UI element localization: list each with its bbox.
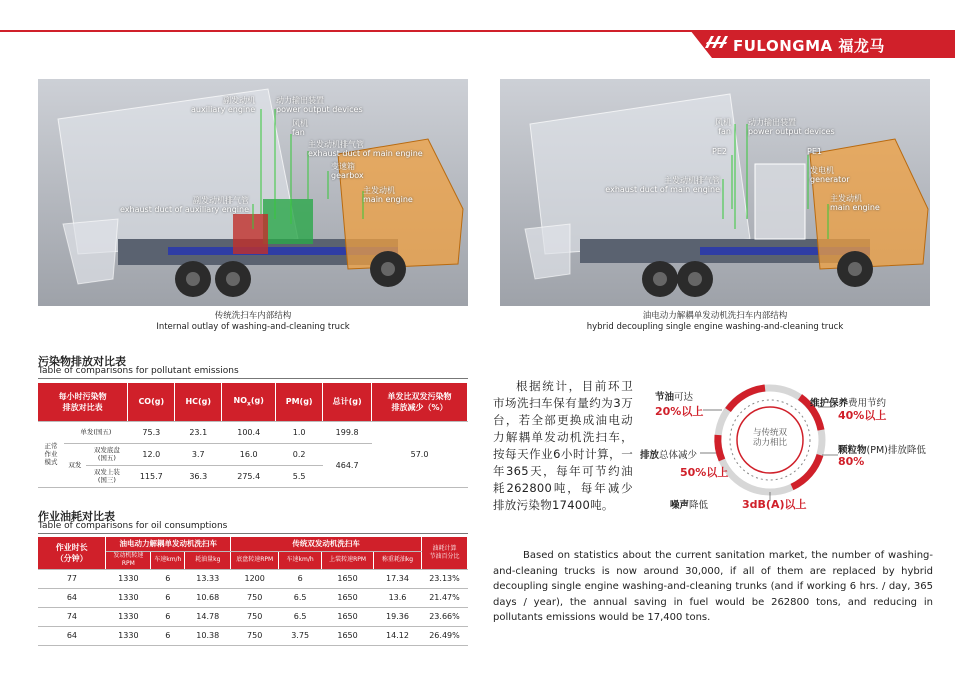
cell-weight: 14.12 (374, 626, 422, 645)
ring-fuel-label: 节油可达 (655, 392, 694, 403)
ring-pm-label: 颗粒物(PM)排放降低 (838, 445, 926, 456)
cell-fuel: 14.78 (185, 607, 231, 626)
emissions-rule (38, 378, 468, 379)
fuel-header-speed: 车速km/h (151, 551, 185, 569)
header-rule (0, 30, 700, 32)
table-row (38, 588, 468, 607)
cell-saving: 21.47% (421, 588, 467, 607)
table-row (38, 569, 468, 588)
cell-upper: 1650 (322, 569, 374, 588)
traditional-truck-image (38, 79, 468, 306)
cell-hc: 36.3 (175, 465, 222, 487)
cell-rpm: 1330 (106, 569, 151, 588)
cell-chassis: 750 (231, 588, 279, 607)
cell-co: 75.3 (128, 421, 175, 443)
ring-noise-value: 3dB(A)以上 (742, 498, 807, 511)
cell-weight: 17.34 (374, 569, 422, 588)
brand-name-cn: 福龙马 (838, 37, 885, 55)
ring-maint-value: 40%以上 (838, 409, 887, 422)
summary-paragraph-cn: 根据统计，目前环卫市场洗扫车保有量约为3万台，若全部更换成油电动力解耦单发动机洗扫车，按每天作业6小时计算，一年365天，每年可节约油耗262800吨，每年减少排放污染物17400吨。 (493, 379, 633, 512)
fuel-header-upper-rpm: 上装转速RPM (322, 551, 374, 569)
cell-reduction: 57.0 (372, 421, 468, 487)
row-group: 双发 (64, 443, 86, 487)
ring-pm-value: 80% (838, 455, 865, 468)
cell-speed-2: 6 (279, 569, 322, 588)
cell-minutes: 77 (38, 569, 106, 588)
cell-chassis: 1200 (231, 569, 279, 588)
ring-noise-label: 噪声降低 (670, 500, 709, 511)
callout-power-output-right: 动力输出装置 power output devices (748, 118, 835, 136)
cell-speed: 6 (151, 588, 185, 607)
fuel-title-cn: 作业油耗对比表 (38, 510, 115, 523)
hybrid-truck-image (500, 79, 930, 306)
emissions-table (38, 383, 468, 488)
traditional-truck-caption: 传统洗扫车内部结构 Internal outlay of washing-and-cleaning truck (156, 311, 350, 332)
fulongma-logo-icon (703, 34, 729, 54)
ring-fuel-value: 20%以上 (655, 405, 704, 418)
fuel-header-fuel: 耗油量kg (185, 551, 231, 569)
cell-speed: 6 (151, 569, 185, 588)
fuel-header-hybrid: 油电动力解耦单发动机洗扫车 (106, 537, 231, 551)
cell-chassis: 750 (231, 626, 279, 645)
cell-co: 115.7 (128, 465, 175, 487)
cell-pm: 1.0 (276, 421, 323, 443)
cell-chassis: 750 (231, 607, 279, 626)
cell-minutes: 64 (38, 588, 106, 607)
fuel-table (38, 537, 468, 646)
callout-gearbox: 变速箱 gearbox (331, 162, 364, 180)
callout-power-output: 动力输出装置 power output devices (276, 96, 363, 114)
row-name: 双发上装 (国三) (86, 465, 128, 487)
callout-generator: 发电机 generator (810, 166, 850, 184)
cell-speed: 6 (151, 607, 185, 626)
cell-minutes: 64 (38, 626, 106, 645)
callout-pe2: PE2 (712, 147, 727, 156)
cell-saving: 23.13% (421, 569, 467, 588)
brand-name (733, 35, 885, 56)
cell-upper: 1650 (322, 626, 374, 645)
cell-saving: 26.49% (421, 626, 467, 645)
mode-label: 正常 作业 模式 (38, 421, 64, 487)
cell-pm: 5.5 (276, 465, 323, 487)
cell-weight: 13.6 (374, 588, 422, 607)
emissions-header-hc: HC(g) (175, 383, 222, 421)
cell-speed-2: 3.75 (279, 626, 322, 645)
cell-weight: 19.36 (374, 607, 422, 626)
emissions-title-cn: 污染物排放对比表 (38, 355, 126, 368)
hybrid-truck-caption: 油电动力解耦单发动机洗扫车内部结构 hybrid decoupling single engine washing-and-cleaning truck (586, 311, 844, 332)
brand-name-en: FULONGMA (733, 37, 833, 55)
emissions-header-total: 总计(g) (323, 383, 372, 421)
callout-main-exhaust: 主发动机排气管 exhaust duct of main engine (308, 140, 423, 158)
callout-fan: 风机 fan (292, 119, 308, 137)
callout-main-engine: 主发动机 main engine (363, 186, 413, 204)
table-row (38, 607, 468, 626)
fuel-header-weight: 称重耗油kg (374, 551, 422, 569)
emissions-title-en: Table of comparisons for pollutant emissions (38, 366, 239, 376)
emissions-header-co: CO(g) (128, 383, 175, 421)
cell-pm: 0.2 (276, 443, 323, 465)
ring-center-label: 与传统双 动力相比 (752, 428, 787, 448)
callout-main-engine-right: 主发动机 main engine (830, 194, 880, 212)
cell-fuel: 10.38 (185, 626, 231, 645)
cell-rpm: 1330 (106, 607, 151, 626)
summary-paragraph-en: Based on statistics about the current sanitation market, the number of washing-and-cleaning trucks is now around 30,000, if all of them are replaced by hybrid decoupling single engine washing-and-cleaning trunks (and if working 6 hrs. / day, 365 days / year), the annual saving in fuel would be 262800 tons, and reducing in pollutants emissions would be 17,400 tons. (493, 550, 933, 623)
cell-speed-2: 6.5 (279, 607, 322, 626)
callout-main-exhaust-right: 主发动机排气管 exhaust duct of main engine (605, 176, 720, 194)
cell-nox: 100.4 (222, 421, 276, 443)
cell-minutes: 74 (38, 607, 106, 626)
callout-auxiliary-exhaust: 副发动机排气管 exhaust duct of auxiliary engine (120, 196, 250, 214)
cell-rpm: 1330 (106, 588, 151, 607)
fuel-header-traditional: 传统双发动机洗扫车 (231, 537, 422, 551)
cell-total: 199.8 (323, 421, 372, 443)
cell-co: 12.0 (128, 443, 175, 465)
ring-emission-value: 50%以上 (680, 466, 729, 479)
cell-hc: 3.7 (175, 443, 222, 465)
table-row (38, 626, 468, 645)
cell-rpm: 1330 (106, 626, 151, 645)
callout-pe1: PE1 (807, 147, 822, 156)
cell-speed-2: 6.5 (279, 588, 322, 607)
fuel-rule (38, 533, 468, 534)
cell-fuel: 13.33 (185, 569, 231, 588)
fuel-header-engine-rpm: 发动机转速 RPM (106, 551, 151, 569)
fuel-title-en: Table of comparisons for oil consumptions (38, 521, 228, 531)
emissions-header-pm: PM(g) (276, 383, 323, 421)
fuel-header-saving: 油耗计算 节油百分比 (421, 537, 467, 569)
cell-upper: 1650 (322, 607, 374, 626)
callout-fan-right: 风机 fan (715, 118, 731, 136)
callout-auxiliary-engine: 副发动机 auxiliary engine (191, 96, 256, 114)
fuel-header-hours: 作业时长 （分钟） (38, 537, 106, 569)
cell-nox: 16.0 (222, 443, 276, 465)
fuel-header-chassis-rpm: 底盘转速RPM (231, 551, 279, 569)
cell-nox: 275.4 (222, 465, 276, 487)
emissions-header-label: 每小时污染物 排放对比表 (38, 383, 128, 421)
cell-upper: 1650 (322, 588, 374, 607)
emissions-header-reduction: 单发比双发污染物 排放减少（%） (372, 383, 468, 421)
row-name: 单发(国五) (64, 421, 128, 443)
ring-maint-label: 维护保养费用节约 (810, 398, 887, 409)
fuel-header-speed-2: 车速km/h (279, 551, 322, 569)
cell-hc: 23.1 (175, 421, 222, 443)
ring-emission-label: 排放总体减少 (640, 450, 698, 461)
row-name: 双发底盘 (国五) (86, 443, 128, 465)
cell-speed: 6 (151, 626, 185, 645)
cell-fuel: 10.68 (185, 588, 231, 607)
cell-saving: 23.66% (421, 607, 467, 626)
emissions-header-nox: $NO_x(g)$ (222, 383, 276, 421)
table-row (38, 421, 468, 443)
cell-total: 464.7 (323, 443, 372, 487)
